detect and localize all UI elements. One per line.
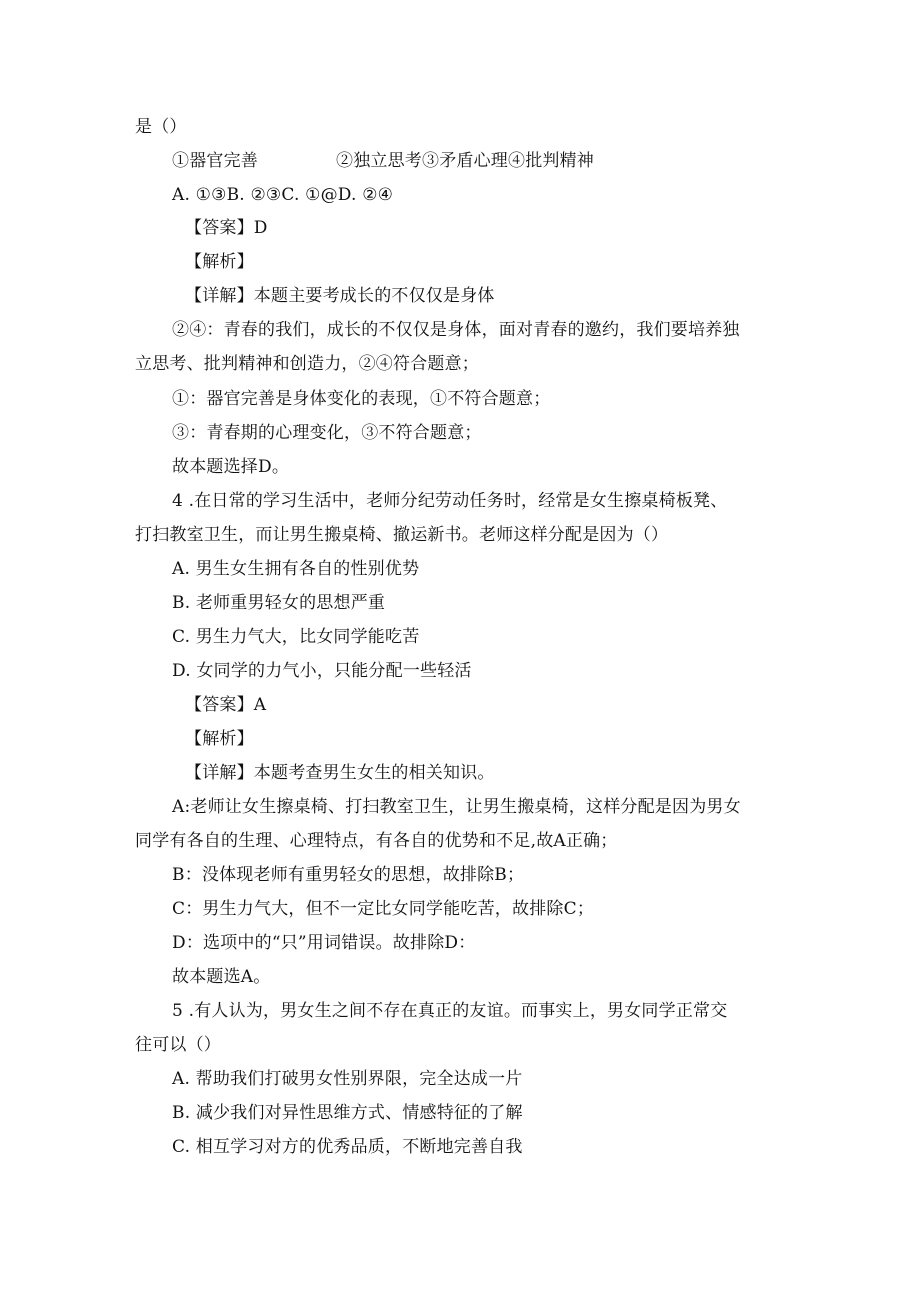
q5-option-c: C. 相互学习对方的优秀品质，不断地完善自我: [172, 1137, 523, 1157]
q4-explanation-a-1: A:老师让女生擦桌椅、打扫教室卫生，让男生搬桌椅，这样分配是因为男女: [172, 797, 741, 817]
q3-detail: 【详解】本题主要考成长的不仅仅是身体: [185, 286, 495, 306]
q3-stem-tail: 是（）: [135, 117, 187, 137]
q3-item-1: ①器官完善: [172, 151, 258, 171]
q5-stem-line-2: 往可以（）: [135, 1035, 221, 1055]
q4-explanation-d: D：选项中的“只”用词错误。故排除D：: [172, 933, 476, 953]
q3-analysis-heading: 【解析】: [185, 252, 254, 272]
q5-stem-line-1: 5 .有人认为，男女生之间不存在真正的友谊。而事实上，男女同学正常交: [172, 1001, 728, 1021]
q3-explanation-2: ①：器官完善是身体变化的表现，①不符合题意；: [172, 389, 551, 409]
q3-items: [172, 151, 594, 171]
q4-option-b: B. 老师重男轻女的思想严重: [172, 593, 386, 613]
q3-explanation-1b: 立思考、批判精神和创造力，②④符合题意；: [135, 354, 479, 374]
q3-item-2-4: ②独立思考③矛盾心理④批判精神: [336, 151, 594, 171]
q4-answer: 【答案】A: [185, 695, 267, 715]
q4-explanation-b: B：没体现老师有重男轻女的思想，故排除B；: [172, 865, 525, 885]
q3-explanation-1a: ②④：青春的我们，成长的不仅仅是身体，面对青春的邀约，我们要培养独: [172, 320, 740, 340]
q5-option-a: A. 帮助我们打破男女性别界限，完全达成一片: [172, 1069, 523, 1089]
q4-explanation-a-2: 同学有各自的生理、心理特点，有各自的优势和不足,故A正确；: [135, 831, 618, 851]
q4-stem-line-2: 打扫教室卫生，而让男生搬桌椅、撤运新书。老师这样分配是因为（）: [135, 525, 669, 545]
q4-stem-line-1: 4 .在日常的学习生活中，老师分纪劳动任务时，经常是女生擦桌椅板凳、: [172, 491, 728, 511]
q3-explanation-3: ③：青春期的心理变化，③不符合题意；: [172, 423, 482, 443]
q4-conclusion: 故本题选A。: [172, 967, 271, 987]
q4-option-a: A. 男生女生拥有各自的性别优势: [172, 559, 420, 579]
q4-analysis-heading: 【解析】: [185, 729, 254, 749]
q3-answer: 【答案】D: [185, 218, 268, 238]
q3-conclusion: 故本题选择D。: [172, 457, 290, 477]
q4-option-c: C. 男生力气大，比女同学能吃苦: [172, 627, 420, 647]
q4-explanation-c: C：男生力气大，但不一定比女同学能吃苦，故排除C；: [172, 899, 595, 919]
q4-detail: 【详解】本题考查男生女生的相关知识。: [185, 763, 495, 783]
q3-options: A. ①③B. ②③C. ①@D. ②④: [172, 185, 394, 205]
q5-option-b: B. 减少我们对异性思维方式、情感特征的了解: [172, 1103, 523, 1123]
q4-option-d: D. 女同学的力气小，只能分配一些轻活: [172, 661, 472, 681]
